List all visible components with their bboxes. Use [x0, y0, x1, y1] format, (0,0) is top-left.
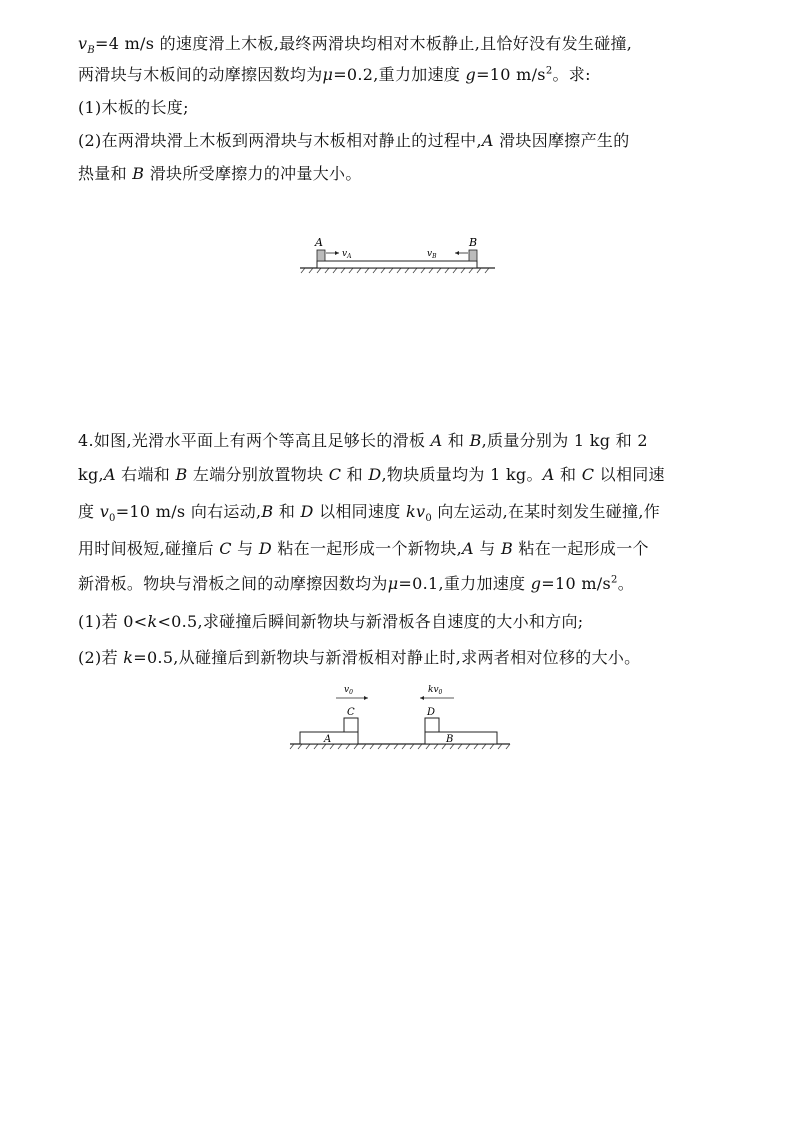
q3-part-2-line-2: 热量和 B 滑块所受摩擦力的冲量大小。: [78, 164, 362, 183]
q4-board-b: [425, 732, 497, 744]
q4-label-a: A: [324, 734, 332, 745]
q3-arrow-right-icon: [335, 251, 339, 255]
q4-part-1: (1)若 0<k<0.5,求碰撞后瞬间新物块与新滑板各自速度的大小和方向;: [78, 612, 584, 631]
q3-vb-label: $v_B$: [427, 249, 437, 260]
q3-line-2: 两滑块与木板间的动摩擦因数均为μ=0.2,重力加速度 g=10 $m/s^2$。求:: [78, 65, 591, 84]
q4-block-d: [425, 718, 439, 732]
q4-arrow-left-icon: [420, 696, 424, 700]
q3-line-1: $v_B=4$ m/s 的速度滑上木板,最终两滑块均相对木板静止,且恰好没有发生碰撞,: [78, 34, 633, 57]
q4-part-2: (2)若 k=0.5,从碰撞后到新物块与新滑板相对静止时,求两者相对位移的大小。: [78, 648, 641, 667]
q4-line-4: 用时间极短,碰撞后 C 与 D 粘在一起形成一个新物块,A 与 B 粘在一起形成一个: [78, 539, 649, 558]
q3-board: [317, 261, 477, 268]
q3-label-b: B: [469, 236, 478, 249]
q4-label-d: D: [427, 707, 436, 718]
q4-line-1: 4.如图,光滑水平面上有两个等高且足够长的滑板 A 和 B,质量分别为 1 kg 和 2: [78, 431, 648, 450]
q3-figure: [295, 230, 500, 275]
q3-arrow-left-icon: [455, 251, 459, 255]
q3-label-a: A: [315, 236, 323, 249]
q3-block-b: [469, 250, 477, 261]
q4-line-2: kg,A 右端和 B 左端分别放置物块 C 和 D,物块质量均为 1 kg。A 和 C 以相同速: [78, 465, 665, 484]
q4-label-b: B: [446, 734, 454, 745]
q4-label-c: C: [347, 707, 355, 718]
q4-kv0-label: $kv_0$: [428, 685, 443, 696]
q3-block-a: [317, 250, 325, 261]
q3-part-2-line-1: (2)在两滑块滑上木板到两滑块与木板相对静止的过程中,A 滑块因摩擦产生的: [78, 131, 630, 150]
q4-figure: [288, 680, 513, 754]
q4-line-3: 度 $v_0=10$ m/s 向右运动,B 和 D 以相同速度 $kv_0$ 向左运动,在某时刻发生碰撞,作: [78, 502, 661, 525]
q3-va-label: $v_A$: [342, 249, 352, 260]
q4-line-5: 新滑板。物块与滑板之间的动摩擦因数均为μ=0.1,重力加速度 g=10 $m/s^2$。: [78, 574, 634, 593]
q4-v0-label: $v_0$: [344, 685, 353, 696]
q4-block-c: [344, 718, 358, 732]
q4-arrow-right-icon: [364, 696, 368, 700]
q3-part-1: (1)木板的长度;: [78, 98, 189, 117]
